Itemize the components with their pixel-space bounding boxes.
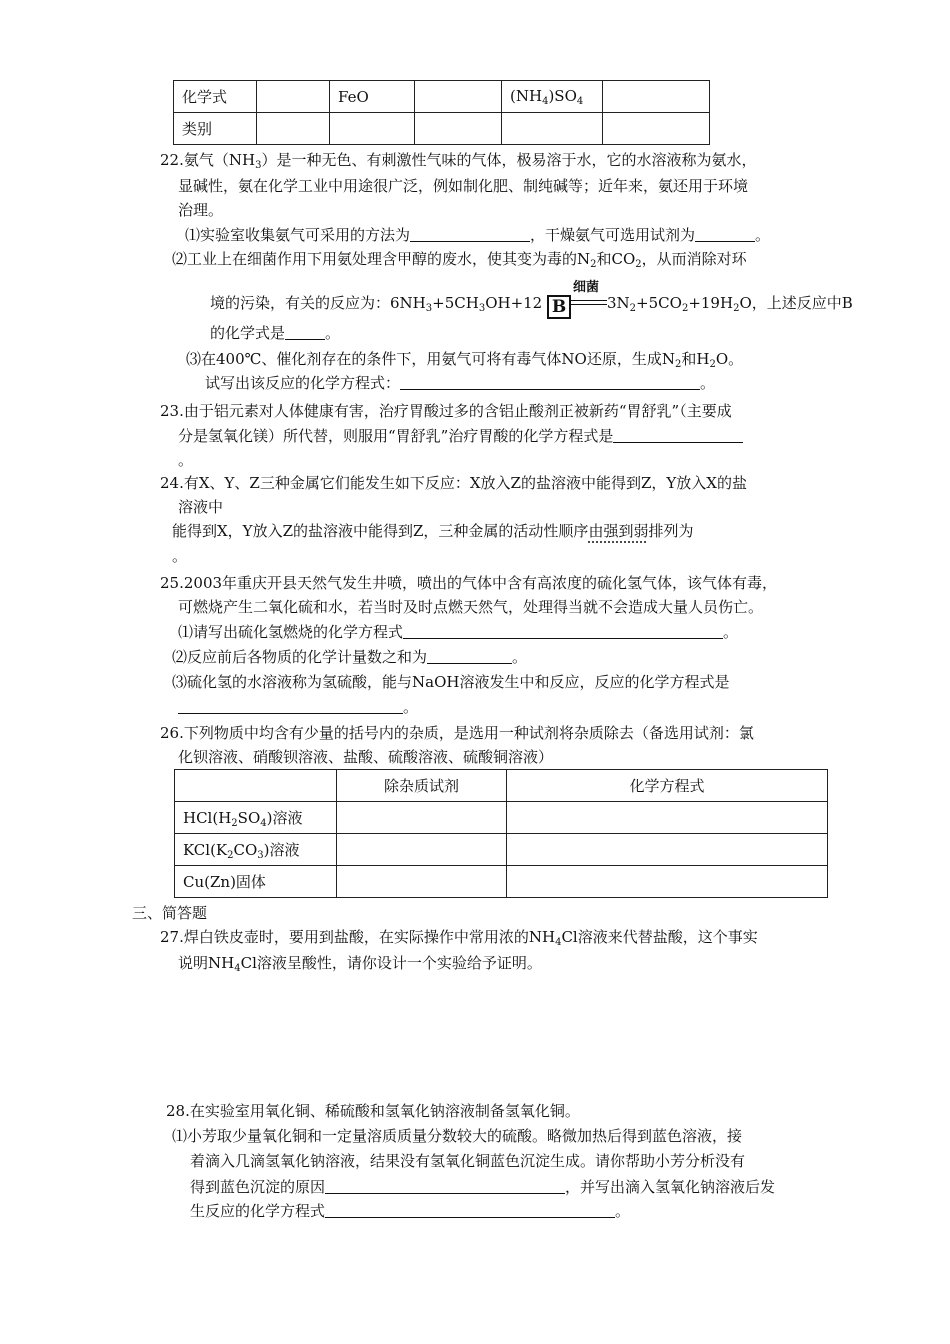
table-cell[interactable] [337,802,507,834]
q22-part2-line1: ⑵工业上在细菌作用下用氨处理含甲醇的废水，使其变为毒的$N_2$和$CO_2$，从而消除对环 [172,250,747,270]
table-cell [603,81,710,113]
table-row [175,866,828,898]
q24-line3 [172,521,693,541]
q28-line1: 28.在实验室用氧化铜、稀硫酸和氢氧化钠溶液制备氢氧化铜。 [166,1102,580,1120]
table-cell[interactable] [507,802,828,834]
table-cell: FeO [330,81,415,113]
condition-label: 细菌 [573,280,600,295]
q23-line2 [178,426,743,446]
table-header-cell [175,770,337,802]
table-cell: $HCl(H_2SO_4)$溶液 [175,802,337,834]
table-cell [257,81,330,113]
text: 的化学式是 [210,324,286,342]
text: 。 [512,648,528,666]
q26-line1: 26.下列物质中均含有少量的括号内的杂质，是选用一种试剂将杂质除去（备选用试剂：氯 [160,724,754,742]
table-cell[interactable] [507,834,828,866]
table-cell[interactable] [337,834,507,866]
unknown-b-box: B [547,295,571,319]
q22-part3-line1: ⑶在400℃、催化剂存在的条件下，用氨气可将有毒气体NO还原，生成$N_2$和$H_2O$。 [186,350,744,370]
text: 。 [403,698,419,716]
q25-part3-answer [178,697,418,717]
answer-blank[interactable] [400,373,700,390]
table-cell [502,113,603,145]
text: ⑵反应前后各物质的化学计量数之和为 [172,648,428,666]
text: ⑴请写出硫化氢燃烧的化学方程式 [178,623,404,641]
q22-part1 [185,225,770,245]
table-header-cell: 化学方程式 [507,770,828,802]
q25-part3: ⑶硫化氢的水溶液称为氢硫酸，能与NaOH溶液发生中和反应，反应的化学方程式是 [172,673,730,691]
q22-line3: 治理。 [178,201,224,219]
text: ，干燥氨气可选用试剂为 [530,226,696,244]
text: 。 [700,374,716,392]
table-cell: $KCl(K_2CO_3)$溶液 [175,834,337,866]
q22-line2: 显碱性，氨在化学工业中用途很广泛，例如制化肥、制纯碱等；近年来，氨还用于环境 [178,177,749,195]
q28-part1-line2: 着滴入几滴氢氧化钠溶液，结果没有氢氧化铜蓝色沉淀生成。请你帮助小芳分析没有 [190,1152,746,1170]
text: 。 [723,623,739,641]
answer-blank[interactable] [427,647,512,664]
answer-blank[interactable] [325,1201,615,1218]
answer-blank[interactable] [695,225,755,242]
q24-line2: 溶液中 [178,498,224,516]
text: 。 [615,1202,631,1220]
q25-part2 [172,647,527,667]
q23-line1: 23.由于铝元素对人体健康有害，治疗胃酸过多的含铝止酸剂正被新药“胃舒乳”（主要成 [160,402,732,420]
table-cell [415,81,502,113]
table-cell: Cu(Zn)固体 [175,866,337,898]
q28-part1-line4 [190,1201,630,1221]
q22-part3-line2 [205,373,715,393]
table-cell[interactable] [507,866,828,898]
table-cell[interactable] [337,866,507,898]
text: 排列为 [648,522,694,540]
q28-part1-line3 [190,1177,775,1197]
text: 生反应的化学方程式 [190,1202,326,1220]
text: 得到蓝色沉淀的原因 [190,1178,326,1196]
answer-blank[interactable] [410,225,530,242]
table-cell: $(NH_4)SO_4$ [502,81,603,113]
q27-line2: 说明$NH_4Cl$溶液呈酸性，请你设计一个实验给予证明。 [178,954,542,974]
q24-line4: 。 [172,547,188,565]
table-cell [330,113,415,145]
answer-blank[interactable] [613,426,743,443]
table-cell: 化学式 [174,81,257,113]
text: ⑴实验室收集氨气可采用的方法为 [185,226,411,244]
q26-line2: 化钡溶液、硝酸钡溶液、盐酸、硫酸溶液、硫酸铜溶液） [178,748,554,766]
answer-blank[interactable] [285,323,325,340]
text: 。 [325,324,341,342]
q25-line1: 25.2003年重庆开县天然气发生井喷，喷出的气体中含有高浓度的硫化氢气体，该气体有毒， [160,574,778,592]
section-title: 三、简答题 [132,904,208,922]
table-header-cell: 除杂质试剂 [337,770,507,802]
answer-blank[interactable] [403,622,723,639]
q25-part1 [178,622,738,642]
q22-part2-line3 [210,323,340,343]
q23-line3: 。 [178,451,194,469]
text: 分是氢氧化镁）所代替，则服用“胃舒乳”治疗胃酸的化学方程式是 [178,427,614,445]
q28-part1-line1: ⑴小芳取少量氧化铜和一定量溶质质量分数较大的硫酸。略微加热后得到蓝色溶液，接 [172,1127,743,1145]
text: 试写出该反应的化学方程式： [205,374,401,392]
q22-part2-line2: 境的污染，有关的反应为：$6NH_3+5CH_3OH+12$ B 细菌 $3N_2+5CO_2+19H_2O$，上述反应中B [210,280,853,317]
q24-line1: 24.有X、Y、Z三种金属它们能发生如下反应：X放入Z的盐溶液中能得到Z，Y放入X的盐 [160,474,747,492]
table-row [175,802,828,834]
table-cell [415,113,502,145]
text: 能得到X，Y放入Z的盐溶液中能得到Z，三种金属的活动性顺序 [172,522,589,540]
table-row [175,834,828,866]
table-cell: 类别 [174,113,257,145]
q22-line1: 22.氨气$(NH_3)$是一种无色、有刺激性气味的气体，极易溶于水，它的水溶液称为氨水， [160,151,757,171]
reaction-condition-arrow [571,280,607,312]
table-cell [603,113,710,145]
text: 。 [755,226,771,244]
answer-blank[interactable] [178,697,403,714]
emphasis-text: 由强到弱 [588,522,649,540]
q25-line2: 可燃烧产生二氧化硫和水，若当时及时点燃天然气，处理得当就不会造成大量人员伤亡。 [178,598,764,616]
table-cell [257,113,330,145]
answer-blank[interactable] [325,1177,565,1194]
q27-line1: 27.焊白铁皮壶时，要用到盐酸，在实际操作中常用浓的$NH_4Cl$溶液来代替盐酸，这个事实 [160,928,758,948]
text: ，并写出滴入氢氧化钠溶液后发 [565,1178,776,1196]
impurity-removal-table [174,769,828,898]
formula-category-table [173,80,710,145]
